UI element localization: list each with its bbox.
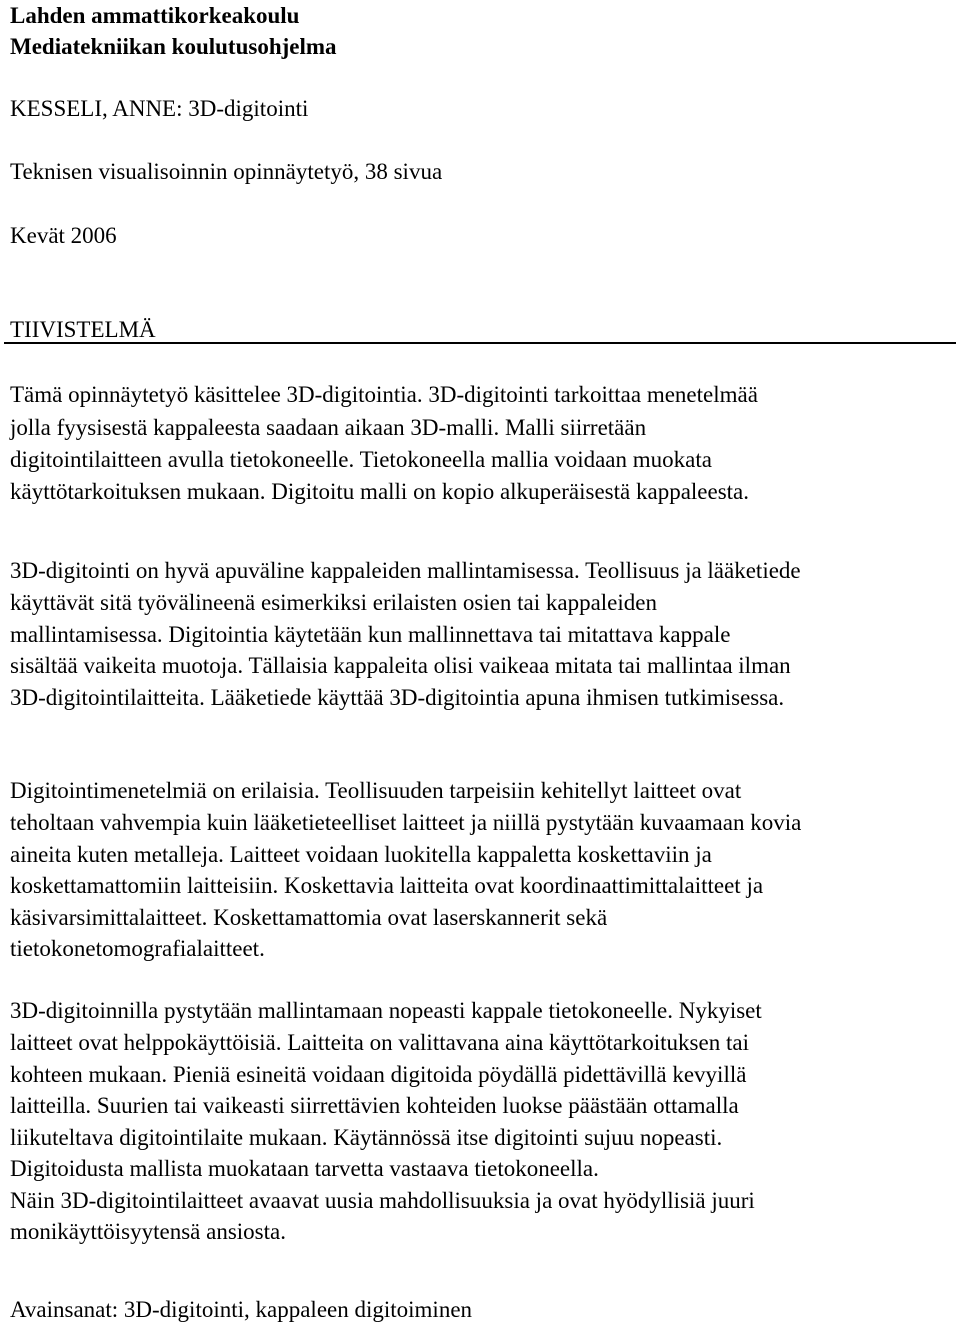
paragraph-3-line: käsivarsimittalaitteet. Koskettamattomia ovat laserskannerit sekä [10,905,608,930]
paragraph-3-line: koskettamattomiin laitteisiin. Koskettavia laitteita ovat koordinaattimittalaitteet ja [10,873,764,898]
date: Kevät 2006 [10,223,117,248]
paragraph-2-line: sisältää vaikeita muotoja. Tällaisia kappaleita olisi vaikeaa mitata tai mallintaa ilman [10,653,791,678]
keywords: Avainsanat: 3D-digitointi, kappaleen digitoiminen [10,1297,473,1322]
paragraph-4-line: Digitoidusta mallista muokataan tarvetta vastaava tietokoneella. [10,1156,599,1181]
program-name: Mediatekniikan koulutusohjelma [10,34,337,59]
thesis-info: Teknisen visualisoinnin opinnäytetyö, 38 sivua [10,159,443,184]
paragraph-4-line: 3D-digitoinnilla pystytään mallintamaan nopeasti kappale tietokoneelle. Nykyiset [10,998,762,1023]
paragraph-4-line: monikäyttöisyytensä ansiosta. [10,1219,286,1244]
paragraph-2-line: 3D-digitointilaitteita. Lääketiede käyttää 3D-digitointia apuna ihmisen tutkimisessa. [10,685,785,710]
author-title: KESSELI, ANNE: 3D-digitointi [10,96,309,121]
paragraph-4-line: laitteilla. Suurien tai vaikeasti siirrettävien kohteiden luokse päästään ottamalla [10,1093,739,1118]
paragraph-2-line: käyttävät sitä työvälineenä esimerkiksi erilaisten osien tai kappaleiden [10,590,657,615]
paragraph-4-line: Näin 3D-digitointilaitteet avaavat uusia mahdollisuuksia ja ovat hyödyllisiä juuri [10,1188,755,1213]
paragraph-4-line: liikuteltava digitointilaite mukaan. Käytännössä itse digitointi sujuu nopeasti. [10,1125,723,1150]
paragraph-3-line: aineita kuten metalleja. Laitteet voidaan luokitella kappaletta koskettaviin ja [10,842,712,867]
paragraph-2-line: mallintamisessa. Digitointia käytetään kun mallinnettava tai mitattava kappale [10,622,731,647]
paragraph-1-line: digitointilaitteen avulla tietokoneelle. Tietokoneella mallia voidaan muokata [10,447,712,472]
paragraph-1-line: jolla fyysisestä kappaleesta saadaan aikaan 3D-malli. Malli siirretään [10,415,647,440]
paragraph-3-line: tietokonetomografialaitteet. [10,936,265,961]
paragraph-4-line: laitteet ovat helppokäyttöisiä. Laitteita on valittavana aina käyttötarkoituksen tai [10,1030,749,1055]
paragraph-4-line: kohteen mukaan. Pieniä esineitä voidaan digitoida pöydällä pidettävillä kevyillä [10,1062,747,1087]
heading-underline [4,342,956,344]
paragraph-3-line: teholtaan vahvempia kuin lääketieteelliset laitteet ja niillä pystytään kuvaamaan kovia [10,810,802,835]
paragraph-2-line: 3D-digitointi on hyvä apuväline kappaleiden mallintamisessa. Teollisuus ja lääketiede [10,558,801,583]
paragraph-1-line: Tämä opinnäytetyö käsittelee 3D-digitointia. 3D-digitointi tarkoittaa menetelmää [10,382,758,407]
paragraph-3-line: Digitointimenetelmiä on erilaisia. Teollisuuden tarpeisiin kehitellyt laitteet ovat [10,778,742,803]
paragraph-1-line: käyttötarkoituksen mukaan. Digitoitu malli on kopio alkuperäisestä kappaleesta. [10,479,750,504]
abstract-heading: TIIVISTELMÄ [10,317,156,342]
institution-name: Lahden ammattikorkeakoulu [10,3,300,28]
